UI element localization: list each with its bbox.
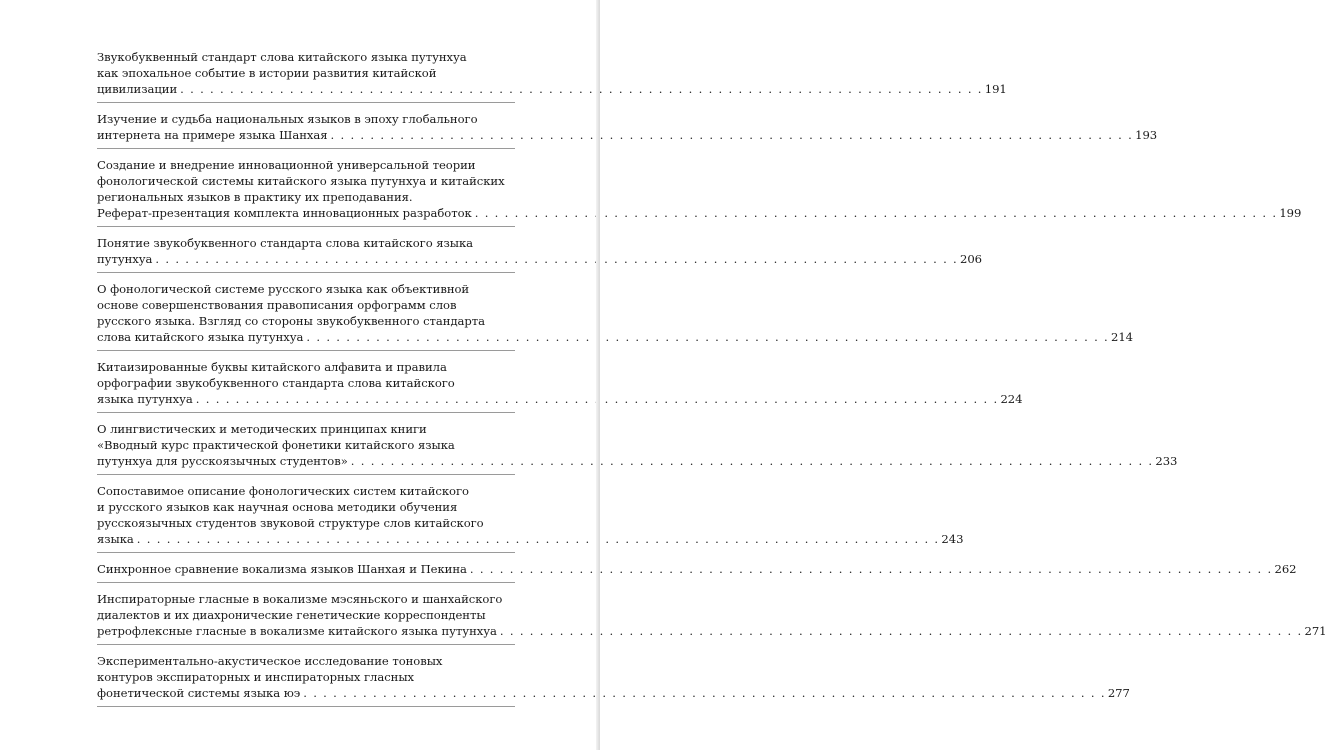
toc-entry[interactable] [97,157,1302,221]
toc-entry[interactable] [97,111,1158,143]
toc-entry-title-line: региональных языков в практику их преподавания. [97,190,413,204]
toc-entry-last-line [97,251,983,267]
entry-divider [97,148,515,149]
toc-entry[interactable] [97,235,983,267]
toc-entry[interactable] [97,49,1007,97]
toc-entry-title-line: основе совершенствования правописания орфограмм слов [97,298,457,312]
dot-leader [137,531,940,547]
entry-divider [97,272,515,273]
dot-leader [303,685,1106,701]
page-number: 233 [1155,454,1178,468]
dot-leader [180,81,983,97]
table-of-contents [97,49,1327,715]
toc-entry-title-line: Синхронное сравнение вокализма языков Шанхая и Пекина [97,562,467,576]
toc-entry-title-line: «Вводный курс практической фонетики китайского языка [97,438,455,452]
toc-entry[interactable] [97,483,964,547]
page-number: 224 [1000,392,1023,406]
toc-entry[interactable] [97,591,1327,639]
dot-leader [500,623,1303,639]
toc-entry[interactable] [97,561,1297,577]
toc-entry-last-line [97,623,1327,639]
toc-entry-title-line: русскоязычных студентов звуковой структуре слов китайского [97,516,484,530]
toc-entry-title-line: Экспериментально-акустическое исследование тоновых [97,654,443,668]
entry-divider [97,706,515,707]
toc-entry-title-line: фонологической системы китайского языка путунхуа и китайских [97,174,505,188]
toc-entry-title-line: и русского языков как научная основа методики обучения [97,500,458,514]
toc-entry-title-line: О фонологической системе русского языка как объективной [97,282,470,296]
toc-entry-last-line [97,127,1158,143]
entry-divider [97,582,515,583]
dot-leader [351,453,1154,469]
toc-entry-last-line [97,329,1134,345]
entry-divider [97,102,515,103]
toc-entry-title-line: как эпохальное событие в истории развития китайской [97,66,437,80]
page-edge-shadow [596,0,600,750]
dot-leader [331,127,1134,143]
toc-entry[interactable] [97,653,1130,701]
toc-entry-last-line [97,391,1023,407]
toc-entry-title-line: Инспираторные гласные в вокализме мэсяньского и шанхайского [97,592,503,606]
toc-entry-last-line [97,685,1130,701]
toc-entry-title-line: фонетической системы языка юэ [97,686,301,700]
dot-leader [470,561,1273,577]
entry-divider [97,552,515,553]
toc-entry-title-line: О лингвистических и методических принципах книги [97,422,427,436]
page-number: 193 [1135,128,1158,142]
entry-divider [97,644,515,645]
toc-entry-last-line [97,531,964,547]
entry-divider [97,474,515,475]
toc-entry-title-line: Китаизированные буквы китайского алфавита и правила [97,360,447,374]
page-number: 277 [1107,686,1130,700]
dot-leader [306,329,1109,345]
toc-entry-title-line: Сопоставимое описание фонологических систем китайского [97,484,469,498]
toc-entry-title-line: языка [97,532,134,546]
toc-entry-title-line: слова китайского языка путунхуа [97,330,304,344]
page-number: 243 [941,532,964,546]
toc-entry-title-line: интернета на примере языка Шанхая [97,128,328,142]
page-number: 206 [960,252,983,266]
toc-entry-title-line: орфографии звукобуквенного стандарта слова китайского [97,376,455,390]
page-number: 191 [984,82,1007,96]
toc-entry[interactable] [97,421,1178,469]
toc-entry-title-line: Понятие звукобуквенного стандарта слова китайского языка [97,236,474,250]
entry-divider [97,226,515,227]
toc-entry-last-line [97,205,1302,221]
page-number: 199 [1279,206,1302,220]
toc-entry-title-line: ретрофлексные гласные в вокализме китайского языка путунхуа [97,624,497,638]
page-number: 262 [1274,562,1297,576]
toc-entry-title-line: языка путунхуа [97,392,193,406]
toc-entry-title-line: путунхуа [97,252,153,266]
toc-entry-title-line: Создание и внедрение инновационной универсальной теории [97,158,476,172]
toc-entry-title-line: контуров экспираторных и инспираторных гласных [97,670,414,684]
page-number: 271 [1304,624,1327,638]
page-number: 214 [1111,330,1134,344]
toc-entry[interactable] [97,359,1023,407]
toc-entry-title-line: цивилизации [97,82,178,96]
toc-entry-last-line [97,453,1178,469]
toc-entry-title-line: русского языка. Взгляд со стороны звукобуквенного стандарта [97,314,486,328]
dot-leader [155,251,958,267]
toc-entry-title-line: Звукобуквенный стандарт слова китайского языка путунхуа [97,50,467,64]
toc-entry-title-line: путунхуа для русскоязычных студентов» [97,454,348,468]
toc-entry-title-line: диалектов и их диахронические генетические корреспонденты [97,608,486,622]
toc-entry[interactable] [97,281,1134,345]
toc-entry-last-line [97,81,1007,97]
entry-divider [97,350,515,351]
toc-entry-title-line: Изучение и судьба национальных языков в эпоху глобального [97,112,478,126]
entry-divider [97,412,515,413]
toc-entry-title-line: Реферат-презентация комплекта инновационных разработок [97,206,472,220]
toc-entry-last-line [97,561,1297,577]
